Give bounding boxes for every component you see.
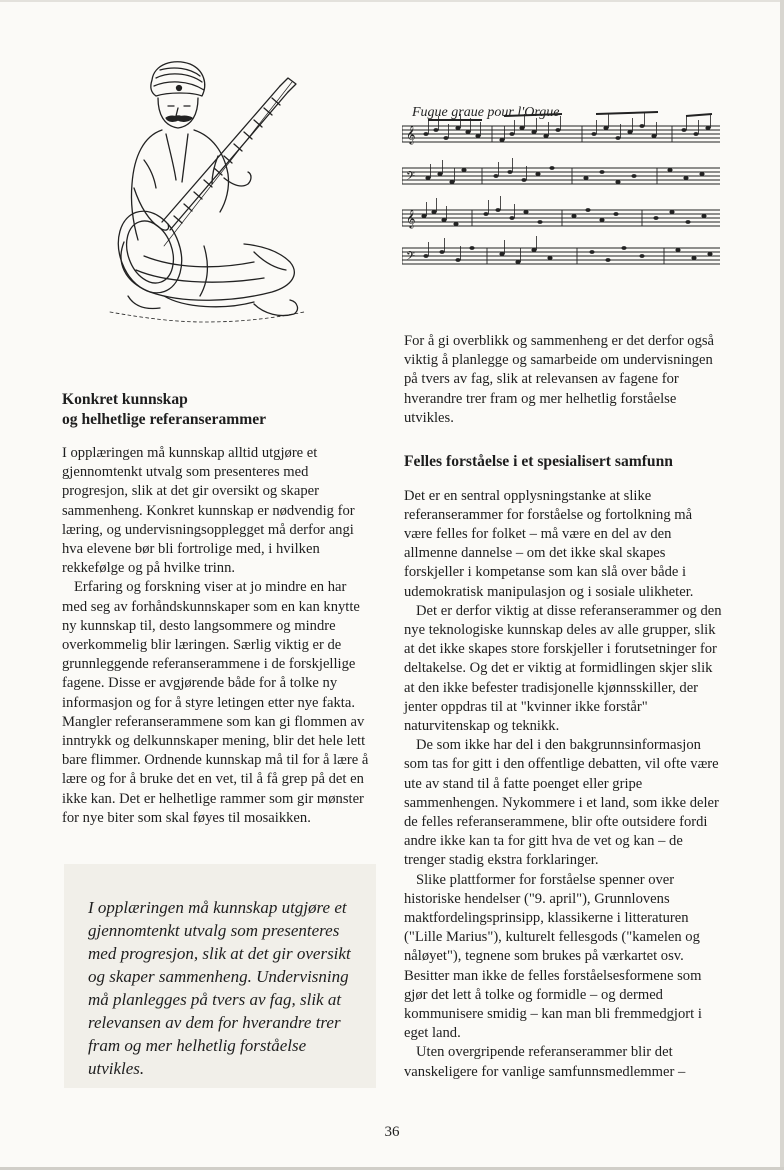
- left-column: [62, 390, 372, 828]
- pull-quote-box: [64, 864, 376, 1088]
- right-column: [404, 332, 722, 1082]
- heading-line-2: og helhetlige referanserammer: [62, 410, 267, 428]
- page-right-edge: [780, 0, 784, 1170]
- svg-text:𝄢: 𝄢: [406, 170, 416, 186]
- section-heading-felles: Felles forståelse i et spesialisert samfunn: [404, 453, 673, 471]
- svg-text:𝄞: 𝄞: [406, 209, 416, 228]
- page-number: 36: [384, 1124, 400, 1140]
- paragraph: Det er derfor viktig at disse referanserammer og den nye teknologiske kunnskap deles av alle grupper, slik at det ikke skapes store forskjeller i forutsetninger for deltakelse. Og det er viktig at formidlingen skjer slik at den ikke befester tradisjonelle kjønnsskiller, der jenter oppdras til at "kvinner ikke forstår" naturvitenskap og teknikk.: [404, 602, 722, 734]
- svg-text:𝄞: 𝄞: [406, 125, 416, 144]
- paragraph: Erfaring og forskning viser at jo mindre en har med seg av forhåndskunnskaper som en kan knytte ny kunnskap til, desto langsommere og mindre overkommelig blir læringen. Særlig viktig er de grunnleggende referanserammene i de forskjellige fagene. Disse er avgjørende både for å tolke ny informasjon og for å styre letingen etter nye fakta. Mangler referanserammene som kan gi flommen av inntrykk og delkunnskaper mening, blir det hele lett bare flimmer. Ordnende kunnskap må til for å lære å lære og for å bruke det en vet, til å få grep på det en ikke kan. Det er helhetlige rammer som gir mønster for nye biter som skal føyes til mosaikken.: [62, 579, 369, 826]
- music-score: [402, 98, 726, 280]
- pull-quote: I opplæringen må kunnskap utgjøre et gjennomtenkt utvalg som presenteres med progresjon, slik at det gir oversikt og skaper sammenheng. Undervisning må planlegges på tvers av fag, slik at relevansen av dem for hverandre trer fram og mer helhetlig forståelse utvikles.: [88, 898, 351, 1078]
- section-heading-konkret: [62, 390, 372, 429]
- paragraph: Slike plattformer for forståelse spenner over historiske hendelser ("9. april"), Grunnlovens maktfordelingsprinsipp, klassikerne i litteraturen ("Lille Marius"), kulturelt fellesgods ("kamelen og nåløyet"), tegnene som brukes på værkartet osv. Besitter man ikke de felles forståelsesformene som gjør det lett å tolke og formidle – og dermed kommunisere smidig – kan man bli fremmedgjort i eget land.: [404, 871, 702, 1042]
- paragraph: I opplæringen må kunnskap alltid utgjøre et gjennomtenkt utvalg som presenteres med progresjon, slik at det gir oversikt og skaper sammenheng. Konkret kunnskap er nødvendig for læring, og undervisningsopplegget må derfor angi hva elevene bør bli fortrolige med, i hvilken rekkefølge og på hvilke trinn.: [62, 445, 355, 577]
- intro-paragraph: For å gi overblikk og sammenheng er det derfor også viktig å planlegge og samarbeide om undervisningen på tvers av fag, slik at relevansen av fagene for hverandre trer fram og mer helhetlig forståelse utvikles.: [404, 333, 715, 426]
- paragraph: Det er en sentral opplysningstanke at slike referanserammer for forståelse og fortolkning må være felles for folket – må være en del av den allmenne dannelse – om det ikke skal skapes forskjeller i kompetanse som kan slå over både i udemokratisk manipulasjon og i sosiale ulikheter.: [404, 487, 694, 600]
- page-top-edge: [0, 0, 784, 2]
- heading-line-1: Konkret kunnskap: [62, 391, 188, 408]
- svg-text:𝄢: 𝄢: [406, 250, 416, 266]
- paragraph: De som ikke har del i den bakgrunnsinformasjon som tas for gitt i den offentlige debatten, vil ofte være ute av stand til å fatte poenget eller gripe sammenhengen. Nykommere i et land, som ikke deler de felles referanserammene, blir ofte outsidere fordi andre ikke kan ta for gitt hva de vet og kan – de trenger stadig ekstra forklaringer.: [404, 737, 719, 869]
- musician-illustration: [104, 56, 314, 332]
- score-caption: Fugue graue pour l'Orgue: [412, 105, 560, 120]
- paragraph: Uten overgripende referanserammer blir det vanskeligere for vanlige samfunnsmedlemmer –: [404, 1044, 686, 1080]
